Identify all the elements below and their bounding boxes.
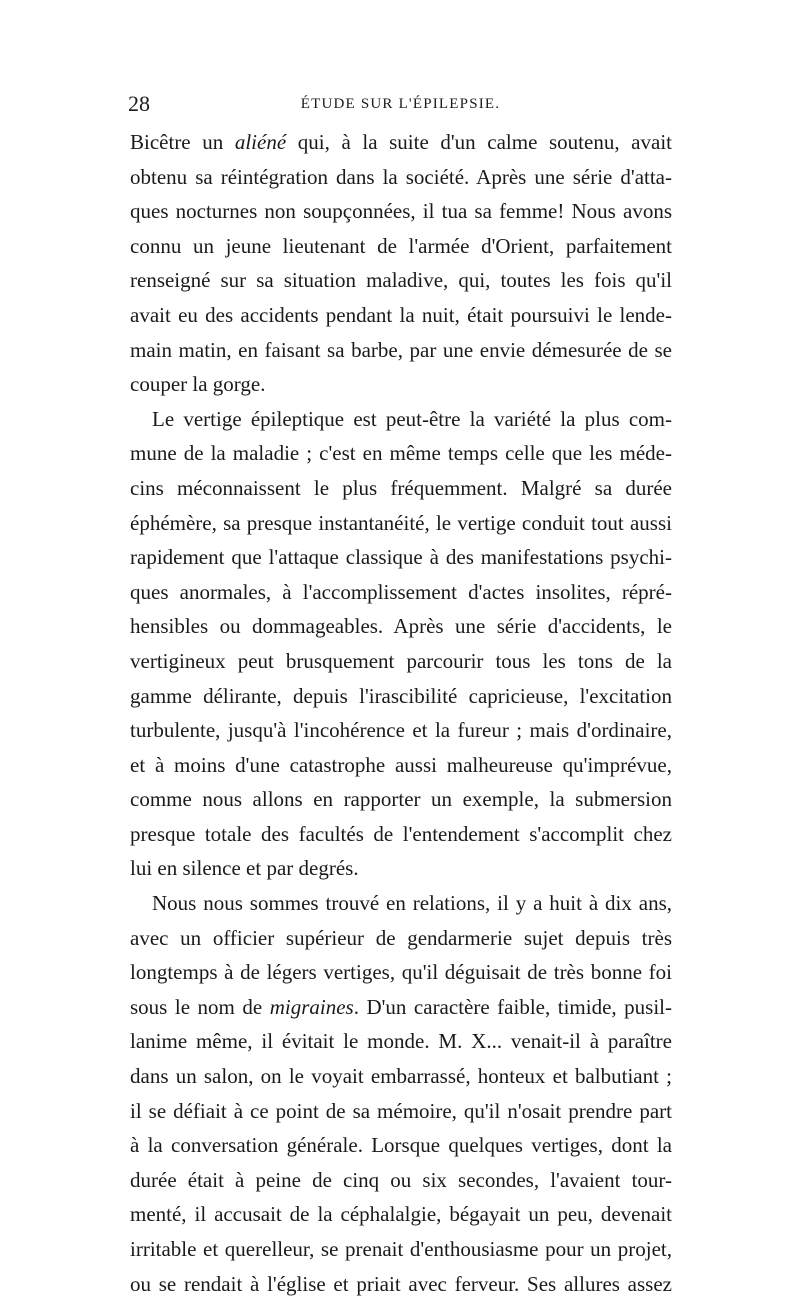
- text-run: obtenu sa réintégration dans la société. Après une série d'atta-: [130, 164, 672, 189]
- text-run: comme nous allons en rapporter un exemple, la submersion: [130, 787, 672, 812]
- text-run: éphémère, sa presque instantanéité, le vertige conduit tout aussi: [130, 510, 672, 535]
- text-run: gamme délirante, depuis l'irascibilité capricieuse, l'excitation: [130, 683, 672, 708]
- text-run: Bicêtre un: [130, 130, 235, 154]
- text-run: durée était à peine de cinq ou six secondes, l'avaient tour-: [130, 1167, 672, 1192]
- text-run: il se défiait à ce point de sa mémoire, qu'il n'osait prendre part: [130, 1098, 672, 1123]
- text-run: connu un jeune lieutenant de l'armée d'Orient, parfaitement: [130, 233, 672, 258]
- text-line: [130, 1232, 672, 1267]
- running-head: [128, 90, 673, 118]
- text-line: [130, 1024, 672, 1059]
- text-run: renseigné sur sa situation maladive, qui, toutes les fois qu'il: [130, 268, 672, 293]
- text-line: [130, 333, 672, 368]
- text-run: sous le nom de: [130, 994, 270, 1019]
- text-run: hensibles ou dommageables. Après une série d'accidents, le: [130, 614, 672, 639]
- text-line: [130, 1094, 672, 1129]
- text-line: [130, 679, 672, 714]
- text-line: [130, 194, 672, 229]
- text-run: à la conversation générale. Lorsque quelques vertiges, dont la: [130, 1133, 672, 1158]
- running-title: ÉTUDE SUR L'ÉPILEPSIE.: [300, 96, 501, 112]
- text-line: [130, 782, 672, 817]
- text-run: ou se rendait à l'église et priait avec ferveur. Ses allures assez: [130, 1271, 672, 1296]
- text-line: [130, 506, 672, 541]
- body-text: [130, 125, 672, 1301]
- text-line: [130, 402, 672, 437]
- page-number: 28: [128, 91, 150, 116]
- italic-term: aliéné: [234, 130, 287, 154]
- text-line: [130, 298, 672, 333]
- text-line: [130, 748, 672, 783]
- text-line: [130, 436, 672, 471]
- text-line: [130, 886, 672, 921]
- text-run: turbulente, jusqu'à l'incohérence et la fureur ; mais d'ordinaire,: [130, 718, 672, 743]
- text-run: et à moins d'une catastrophe aussi malheureuse qu'imprévue,: [130, 752, 672, 777]
- text-line: [130, 817, 672, 852]
- text-run: qui, à la suite d'un calme soutenu, avait: [286, 130, 672, 154]
- text-run: cins méconnaissent le plus fréquemment. Malgré sa durée: [130, 475, 672, 500]
- text-line: [130, 160, 672, 195]
- text-run: longtemps à de légers vertiges, qu'il déguisait de très bonne foi: [130, 960, 672, 985]
- text-run: Le vertige épileptique est peut-être la variété la plus com-: [152, 406, 672, 431]
- text-line: [130, 851, 672, 886]
- text-run: ques nocturnes non soupçonnées, il tua sa femme! Nous avons: [130, 199, 672, 224]
- text-run: couper la gorge.: [130, 372, 266, 397]
- text-run: ques anormales, à l'accomplissement d'actes insolites, répré-: [130, 579, 672, 604]
- text-run: avait eu des accidents pendant la nuit, était poursuivi le lende-: [130, 302, 672, 327]
- text-run: lanime même, il évitait le monde. M. X... venait-il à paraître: [130, 1029, 672, 1054]
- text-line: [130, 1267, 672, 1301]
- text-line: [130, 609, 672, 644]
- text-line: [130, 1059, 672, 1094]
- text-run: Nous nous sommes trouvé en relations, il y a huit à dix ans,: [152, 891, 672, 916]
- text-line: [130, 1163, 672, 1198]
- italic-term: migraines: [269, 994, 354, 1019]
- text-run: rapidement que l'attaque classique à des manifestations psychi-: [130, 545, 672, 570]
- text-run: dans un salon, on le voyait embarrassé, honteux et balbutiant ;: [130, 1064, 672, 1089]
- text-line: [130, 125, 672, 160]
- text-run: irritable et querelleur, se prenait d'enthousiasme pour un projet,: [130, 1237, 672, 1261]
- text-run: . D'un caractère faible, timide, pusil-: [353, 994, 672, 1019]
- text-line: [130, 921, 672, 956]
- text-line: [130, 367, 672, 402]
- text-line: [130, 1128, 672, 1163]
- text-run: main matin, en faisant sa barbe, par une envie démesurée de se: [130, 337, 672, 362]
- text-line: [130, 229, 672, 264]
- text-run: vertigineux peut brusquement parcourir tous les tons de la: [130, 648, 672, 673]
- text-line: [130, 990, 672, 1025]
- text-run: lui en silence et par degrés.: [130, 856, 359, 881]
- text-run: mune de la maladie ; c'est en même temps celle que les méde-: [130, 441, 672, 466]
- text-line: [130, 644, 672, 679]
- text-line: [130, 1197, 672, 1232]
- text-run: presque totale des facultés de l'entendement s'accomplit chez: [130, 821, 672, 846]
- text-line: [130, 471, 672, 506]
- text-line: [130, 713, 672, 748]
- text-line: [130, 263, 672, 298]
- text-line: [130, 540, 672, 575]
- text-run: menté, il accusait de la céphalalgie, bégayait un peu, devenait: [130, 1202, 672, 1227]
- text-run: avec un officier supérieur de gendarmerie sujet depuis très: [130, 925, 672, 950]
- text-line: [130, 955, 672, 990]
- text-line: [130, 575, 672, 610]
